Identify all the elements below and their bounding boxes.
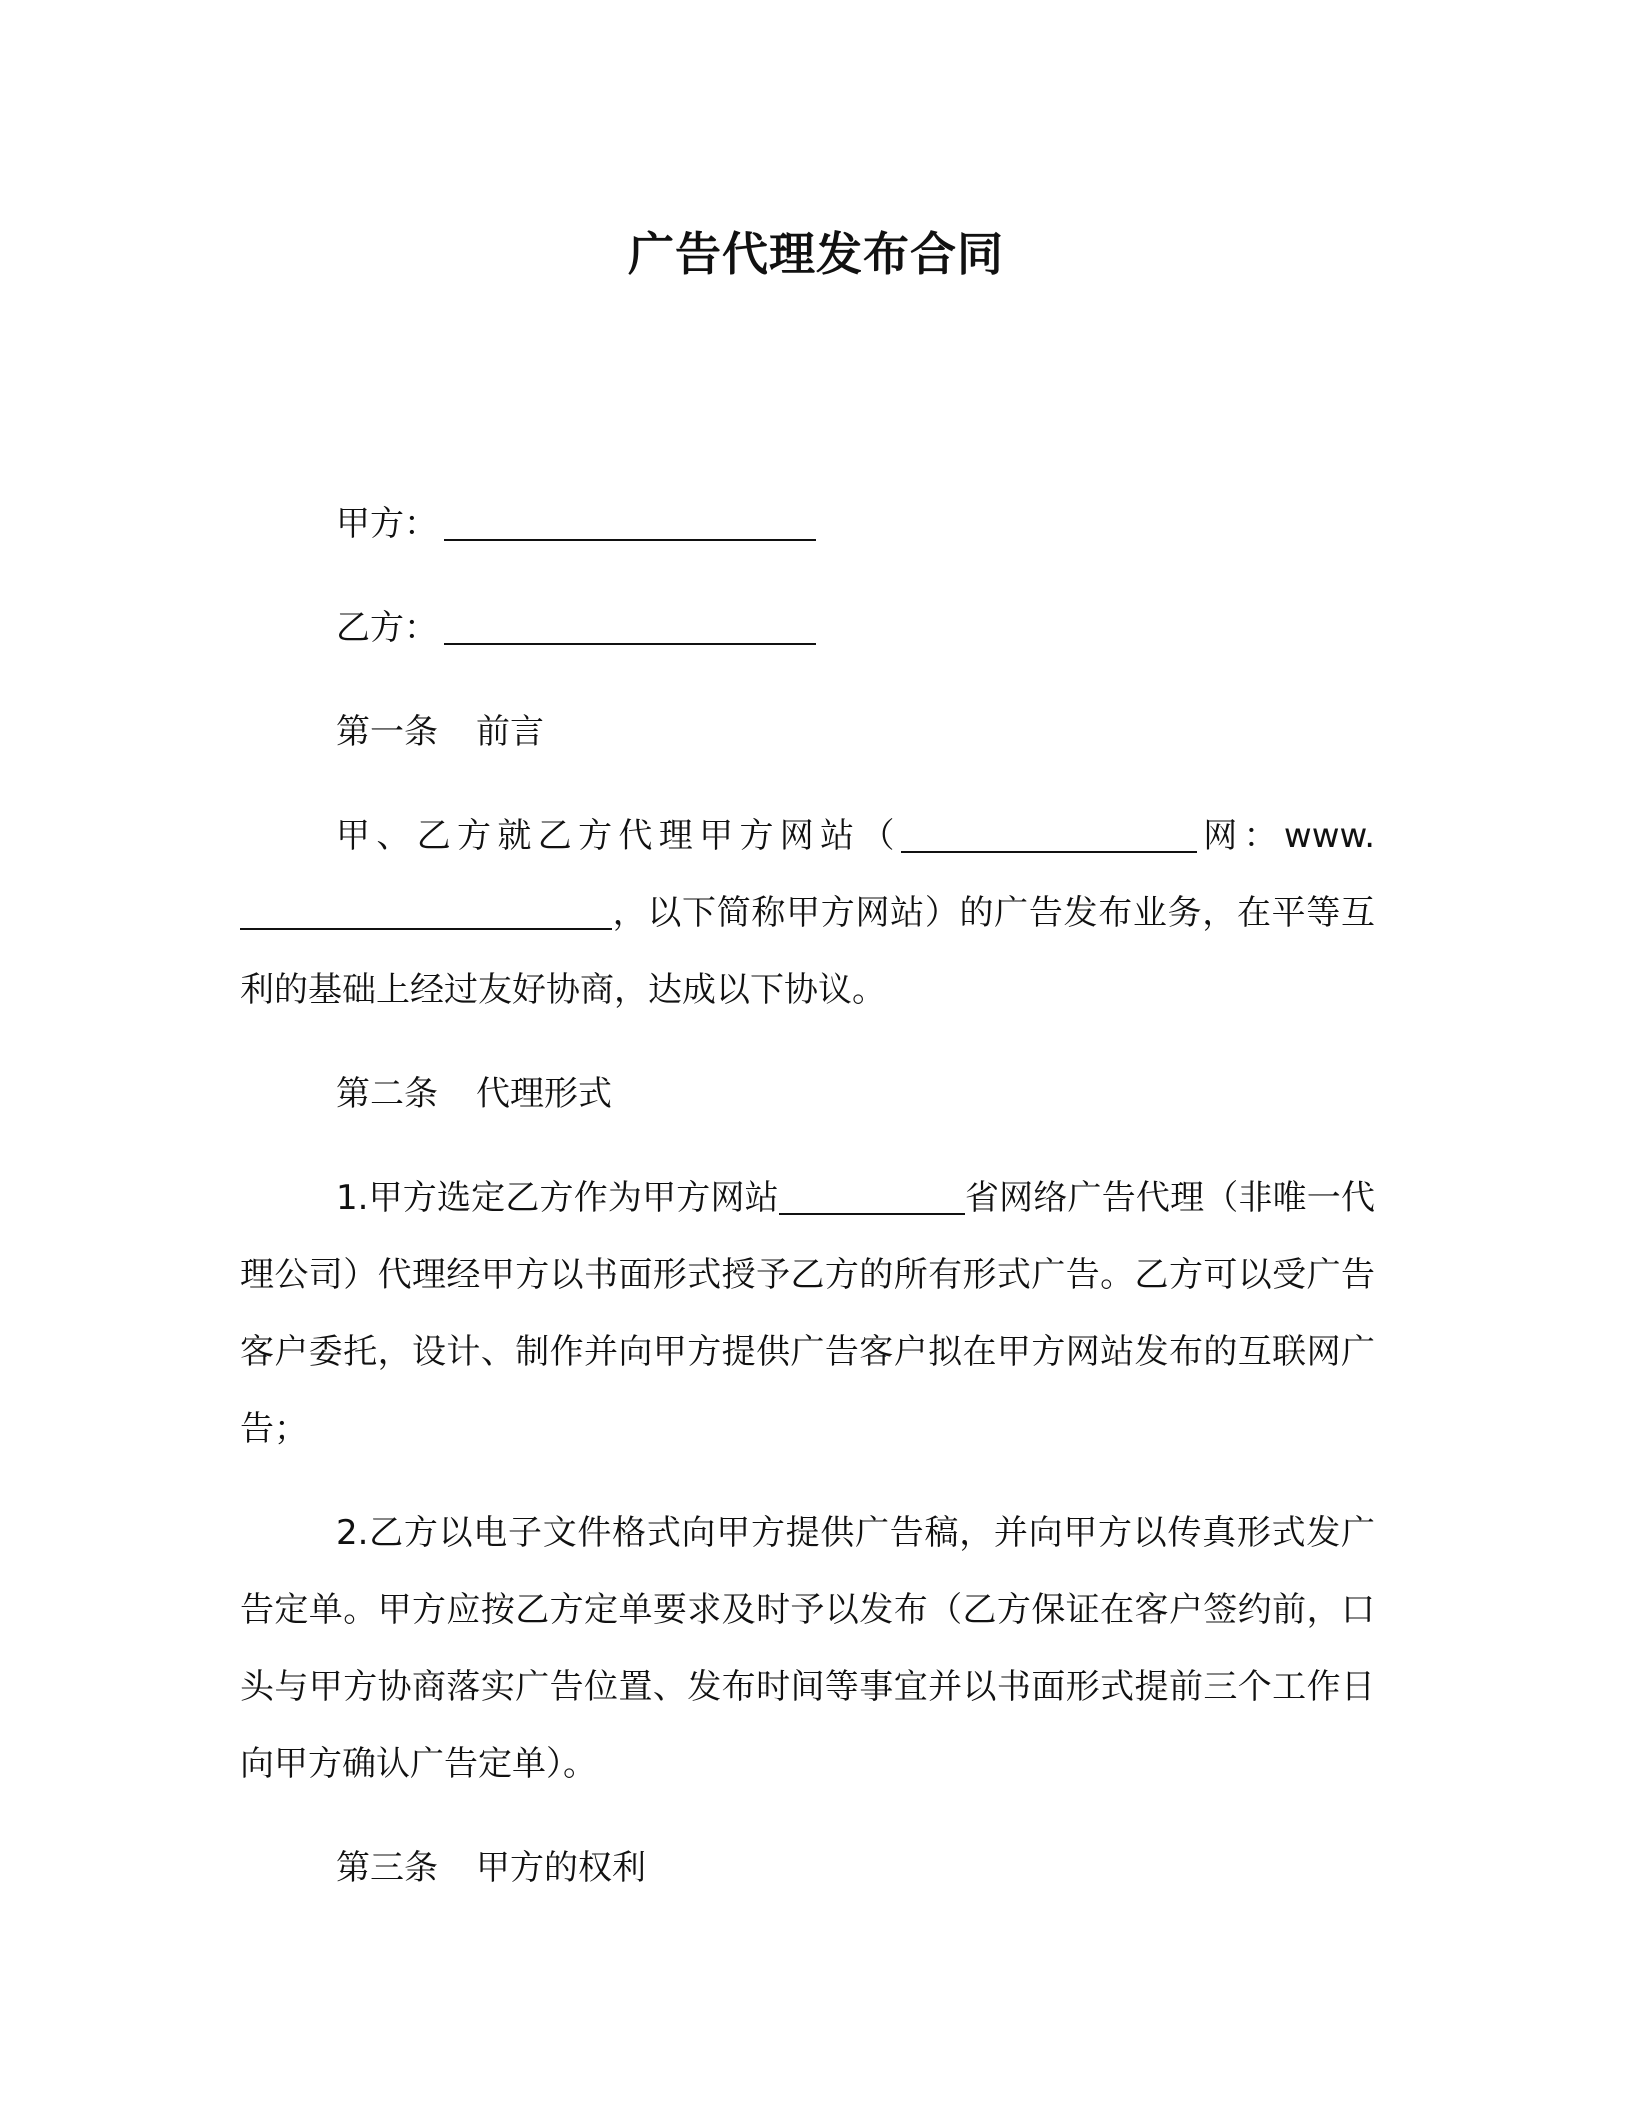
party-a-line — [240, 486, 1375, 563]
article-3-name: 甲方的权利 — [476, 1848, 646, 1888]
clause-1-part-2: 省网络广告代理（非唯一代理公司）代理经甲方以书面形式授予乙方的所有形式广告。乙方可以受广告客户委托，设计、制作并向甲方提供广告客户拟在甲方网站发布的互联网广告； — [240, 1178, 1375, 1449]
preface-paragraph — [240, 798, 1375, 1029]
preface-part-4: ，以下简称甲方网站）的广告发布业务，在平等互利的基础上经过友好协商，达成以下协议。 — [240, 893, 1375, 1010]
preface-part-2: 网： — [1196, 816, 1284, 856]
clause-2-paragraph: 2.乙方以电子文件格式向甲方提供广告稿，并向甲方以传真形式发广告定单。甲方应按乙方定单要求及时予以发布（乙方保证在客户签约前，口头与甲方协商落实广告位置、发布时间等事宜并以书面形式提前三个工作日向甲方确认广告定单）。 — [240, 1513, 1375, 1784]
party-b-line — [240, 590, 1375, 667]
article-1-number: 第一条 — [336, 712, 438, 752]
article-2-number: 第二条 — [336, 1074, 438, 1114]
clause-1-paragraph — [240, 1160, 1375, 1468]
party-b-label: 乙方： — [336, 608, 438, 648]
article-1-heading — [240, 694, 1375, 771]
contract-title: 广告代理发布合同 — [628, 227, 1004, 281]
party-a-label: 甲方： — [336, 504, 438, 544]
province-blank — [779, 1183, 965, 1215]
clause-1-part-1: 1.甲方选定乙方作为甲方网站 — [336, 1178, 779, 1218]
website-url-blank — [240, 898, 612, 930]
preface-part-1: 甲、乙方就乙方代理甲方网站（ — [336, 816, 901, 856]
preface-part-3: www. — [1283, 816, 1376, 856]
website-name-blank — [901, 821, 1197, 853]
article-3-heading — [240, 1830, 1375, 1907]
article-2-heading — [240, 1056, 1375, 1133]
article-3-number: 第三条 — [336, 1848, 438, 1888]
article-2-name: 代理形式 — [476, 1074, 612, 1114]
party-a-blank — [444, 509, 816, 541]
party-b-blank — [444, 613, 816, 645]
article-1-name: 前言 — [476, 712, 544, 752]
contract-body — [240, 486, 1375, 1934]
